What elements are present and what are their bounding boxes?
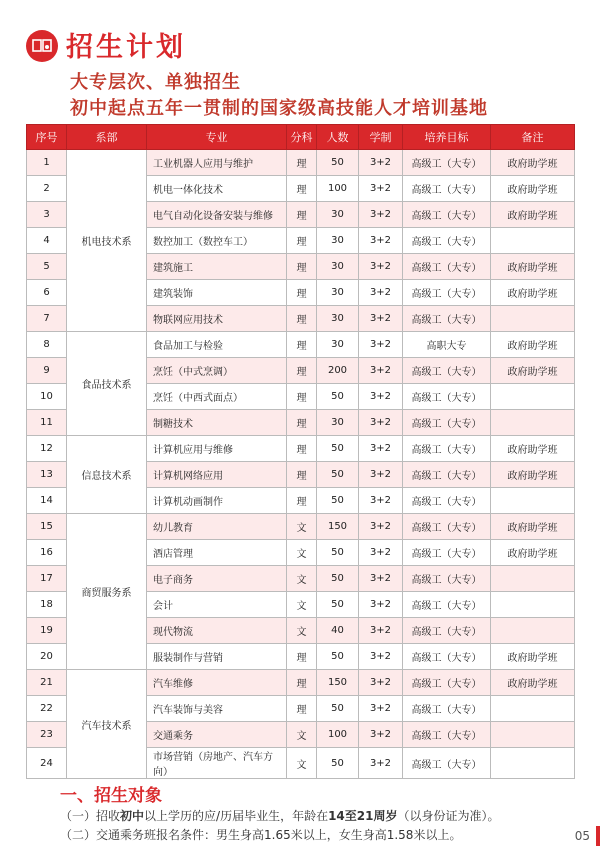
cell-remark: 政府助学班 <box>491 358 575 384</box>
cell-subject: 理 <box>287 332 317 358</box>
cell-no: 20 <box>27 644 67 670</box>
cell-goal: 高级工（大专） <box>403 202 491 228</box>
cell-count: 50 <box>317 384 359 410</box>
note1-mid: 以上学历的应/历届毕业生，年龄在 <box>144 809 329 823</box>
cell-no: 12 <box>27 436 67 462</box>
cell-subject: 理 <box>287 150 317 176</box>
cell-system: 3+2 <box>359 488 403 514</box>
cell-goal: 高级工（大专） <box>403 254 491 280</box>
cell-goal: 高级工（大专） <box>403 228 491 254</box>
cell-system: 3+2 <box>359 436 403 462</box>
cell-no: 11 <box>27 410 67 436</box>
cell-remark <box>491 384 575 410</box>
cell-system: 3+2 <box>359 618 403 644</box>
cell-remark: 政府助学班 <box>491 670 575 696</box>
cell-count: 30 <box>317 410 359 436</box>
cell-no: 17 <box>27 566 67 592</box>
cell-goal: 高级工（大专） <box>403 618 491 644</box>
page-number: 05 <box>574 829 590 843</box>
col-header-remark: 备注 <box>491 125 575 150</box>
cell-goal: 高级工（大专） <box>403 306 491 332</box>
subtitle-1: 大专层次、单独招生 <box>70 72 241 93</box>
cell-major: 服装制作与营销 <box>147 644 287 670</box>
table-row <box>27 332 575 358</box>
cell-no: 16 <box>27 540 67 566</box>
cell-count: 50 <box>317 540 359 566</box>
col-header-count: 人数 <box>317 125 359 150</box>
cell-system: 3+2 <box>359 566 403 592</box>
cell-goal: 高级工（大专） <box>403 488 491 514</box>
enrollment-note-1 <box>60 807 500 824</box>
note1-bold-1: 初中 <box>120 809 145 823</box>
cell-system: 3+2 <box>359 384 403 410</box>
cell-system: 3+2 <box>359 280 403 306</box>
cell-no: 8 <box>27 332 67 358</box>
cell-remark <box>491 748 575 779</box>
cell-subject: 理 <box>287 280 317 306</box>
cell-system: 3+2 <box>359 670 403 696</box>
note1-suffix: （以身份证为准）。 <box>397 809 500 823</box>
book-lock-icon <box>26 30 58 62</box>
subtitle-2: 初中起点五年一贯制的国家级高技能人才培训基地 <box>70 98 488 119</box>
cell-no: 1 <box>27 150 67 176</box>
cell-system: 3+2 <box>359 748 403 779</box>
cell-remark <box>491 410 575 436</box>
cell-major: 交通乘务 <box>147 722 287 748</box>
cell-count: 50 <box>317 566 359 592</box>
col-header-goal: 培养目标 <box>403 125 491 150</box>
cell-system: 3+2 <box>359 462 403 488</box>
cell-no: 21 <box>27 670 67 696</box>
cell-system: 3+2 <box>359 358 403 384</box>
cell-count: 50 <box>317 696 359 722</box>
cell-count: 200 <box>317 358 359 384</box>
cell-no: 3 <box>27 202 67 228</box>
cell-no: 6 <box>27 280 67 306</box>
cell-no: 14 <box>27 488 67 514</box>
page-corner-mark <box>596 826 600 846</box>
cell-system: 3+2 <box>359 332 403 358</box>
cell-subject: 文 <box>287 592 317 618</box>
cell-count: 100 <box>317 722 359 748</box>
cell-subject: 文 <box>287 722 317 748</box>
cell-goal: 高级工（大专） <box>403 384 491 410</box>
col-header-major: 专业 <box>147 125 287 150</box>
cell-remark <box>491 592 575 618</box>
table-row <box>27 150 575 176</box>
cell-subject: 理 <box>287 384 317 410</box>
cell-dept: 汽车技术系 <box>67 670 147 779</box>
cell-goal: 高级工（大专） <box>403 540 491 566</box>
cell-system: 3+2 <box>359 696 403 722</box>
cell-goal: 高级工（大专） <box>403 696 491 722</box>
cell-system: 3+2 <box>359 202 403 228</box>
cell-goal: 高级工（大专） <box>403 748 491 779</box>
cell-remark: 政府助学班 <box>491 176 575 202</box>
cell-remark <box>491 696 575 722</box>
cell-count: 100 <box>317 176 359 202</box>
cell-major: 数控加工（数控车工） <box>147 228 287 254</box>
cell-count: 50 <box>317 462 359 488</box>
cell-major: 烹饪（中西式面点） <box>147 384 287 410</box>
cell-major: 电子商务 <box>147 566 287 592</box>
table-row <box>27 436 575 462</box>
cell-subject: 理 <box>287 254 317 280</box>
cell-goal: 高级工（大专） <box>403 514 491 540</box>
cell-no: 10 <box>27 384 67 410</box>
cell-goal: 高级工（大专） <box>403 280 491 306</box>
cell-system: 3+2 <box>359 540 403 566</box>
cell-remark: 政府助学班 <box>491 644 575 670</box>
cell-major: 会计 <box>147 592 287 618</box>
cell-major: 计算机网络应用 <box>147 462 287 488</box>
note1-bold-2: 14至21周岁 <box>328 809 398 823</box>
cell-system: 3+2 <box>359 644 403 670</box>
cell-major: 电气自动化设备安装与维修 <box>147 202 287 228</box>
cell-goal: 高级工（大专） <box>403 670 491 696</box>
cell-count: 30 <box>317 202 359 228</box>
cell-no: 18 <box>27 592 67 618</box>
cell-goal: 高级工（大专） <box>403 566 491 592</box>
cell-remark: 政府助学班 <box>491 254 575 280</box>
cell-major: 汽车维修 <box>147 670 287 696</box>
cell-dept: 商贸服务系 <box>67 514 147 670</box>
cell-system: 3+2 <box>359 176 403 202</box>
cell-major: 酒店管理 <box>147 540 287 566</box>
cell-remark <box>491 228 575 254</box>
cell-subject: 理 <box>287 462 317 488</box>
cell-goal: 高级工（大专） <box>403 644 491 670</box>
cell-count: 50 <box>317 592 359 618</box>
cell-remark <box>491 722 575 748</box>
cell-remark <box>491 306 575 332</box>
cell-goal: 高级工（大专） <box>403 176 491 202</box>
cell-remark <box>491 566 575 592</box>
cell-no: 5 <box>27 254 67 280</box>
cell-count: 30 <box>317 254 359 280</box>
cell-system: 3+2 <box>359 228 403 254</box>
cell-remark: 政府助学班 <box>491 514 575 540</box>
cell-count: 30 <box>317 306 359 332</box>
cell-count: 50 <box>317 748 359 779</box>
cell-subject: 文 <box>287 618 317 644</box>
cell-subject: 理 <box>287 696 317 722</box>
cell-no: 4 <box>27 228 67 254</box>
cell-dept: 食品技术系 <box>67 332 147 436</box>
cell-major: 建筑装饰 <box>147 280 287 306</box>
cell-major: 现代物流 <box>147 618 287 644</box>
cell-subject: 文 <box>287 540 317 566</box>
cell-count: 40 <box>317 618 359 644</box>
cell-count: 50 <box>317 150 359 176</box>
cell-subject: 理 <box>287 670 317 696</box>
cell-remark: 政府助学班 <box>491 280 575 306</box>
cell-no: 23 <box>27 722 67 748</box>
cell-goal: 高级工（大专） <box>403 436 491 462</box>
cell-remark: 政府助学班 <box>491 540 575 566</box>
col-header-subject: 分科 <box>287 125 317 150</box>
cell-count: 30 <box>317 228 359 254</box>
cell-major: 计算机动画制作 <box>147 488 287 514</box>
page-header <box>0 0 600 125</box>
cell-remark: 政府助学班 <box>491 202 575 228</box>
cell-subject: 理 <box>287 436 317 462</box>
cell-subject: 文 <box>287 748 317 779</box>
cell-no: 9 <box>27 358 67 384</box>
cell-subject: 理 <box>287 228 317 254</box>
cell-no: 7 <box>27 306 67 332</box>
cell-subject: 理 <box>287 202 317 228</box>
cell-goal: 高级工（大专） <box>403 358 491 384</box>
cell-major: 建筑施工 <box>147 254 287 280</box>
cell-no: 22 <box>27 696 67 722</box>
cell-system: 3+2 <box>359 592 403 618</box>
cell-remark: 政府助学班 <box>491 150 575 176</box>
table-header-row <box>27 125 575 150</box>
cell-goal: 高级工（大专） <box>403 410 491 436</box>
cell-remark: 政府助学班 <box>491 462 575 488</box>
note1-prefix: （一）招收 <box>60 809 121 823</box>
cell-goal: 高级工（大专） <box>403 462 491 488</box>
cell-subject: 文 <box>287 514 317 540</box>
cell-major: 市场营销（房地产、汽车方向） <box>147 748 287 779</box>
cell-dept: 机电技术系 <box>67 150 147 332</box>
cell-goal: 高职大专 <box>403 332 491 358</box>
cell-count: 30 <box>317 332 359 358</box>
cell-system: 3+2 <box>359 150 403 176</box>
cell-major: 机电一体化技术 <box>147 176 287 202</box>
cell-major: 工业机器人应用与维护 <box>147 150 287 176</box>
cell-major: 烹饪（中式烹调） <box>147 358 287 384</box>
cell-major: 汽车装饰与美容 <box>147 696 287 722</box>
cell-subject: 理 <box>287 644 317 670</box>
cell-subject: 理 <box>287 488 317 514</box>
page-title: 招生计划 <box>66 32 186 63</box>
cell-remark <box>491 618 575 644</box>
cell-count: 50 <box>317 488 359 514</box>
col-header-system: 学制 <box>359 125 403 150</box>
cell-subject: 理 <box>287 410 317 436</box>
cell-major: 幼儿教育 <box>147 514 287 540</box>
cell-no: 24 <box>27 748 67 779</box>
cell-no: 2 <box>27 176 67 202</box>
cell-subject: 理 <box>287 176 317 202</box>
cell-system: 3+2 <box>359 722 403 748</box>
table-row <box>27 514 575 540</box>
cell-goal: 高级工（大专） <box>403 150 491 176</box>
cell-count: 150 <box>317 670 359 696</box>
cell-count: 150 <box>317 514 359 540</box>
cell-remark <box>491 488 575 514</box>
cell-goal: 高级工（大专） <box>403 722 491 748</box>
cell-major: 计算机应用与维修 <box>147 436 287 462</box>
cell-count: 50 <box>317 644 359 670</box>
col-header-no: 序号 <box>27 125 67 150</box>
cell-subject: 理 <box>287 306 317 332</box>
cell-system: 3+2 <box>359 514 403 540</box>
cell-goal: 高级工（大专） <box>403 592 491 618</box>
table-row <box>27 670 575 696</box>
enrollment-plan-table <box>26 124 575 779</box>
cell-major: 食品加工与检验 <box>147 332 287 358</box>
cell-major: 物联网应用技术 <box>147 306 287 332</box>
cell-remark: 政府助学班 <box>491 436 575 462</box>
cell-no: 15 <box>27 514 67 540</box>
cell-count: 50 <box>317 436 359 462</box>
section-title: 一、招生对象 <box>60 786 162 806</box>
cell-remark: 政府助学班 <box>491 332 575 358</box>
cell-dept: 信息技术系 <box>67 436 147 514</box>
cell-count: 30 <box>317 280 359 306</box>
col-header-dept: 系部 <box>67 125 147 150</box>
cell-subject: 文 <box>287 566 317 592</box>
cell-system: 3+2 <box>359 306 403 332</box>
cell-no: 19 <box>27 618 67 644</box>
cell-major: 制糖技术 <box>147 410 287 436</box>
cell-subject: 理 <box>287 358 317 384</box>
cell-system: 3+2 <box>359 410 403 436</box>
enrollment-note-2: （二）交通乘务班报名条件：男生身高1.65米以上，女生身高1.58米以上。 <box>60 828 462 842</box>
cell-system: 3+2 <box>359 254 403 280</box>
cell-no: 13 <box>27 462 67 488</box>
